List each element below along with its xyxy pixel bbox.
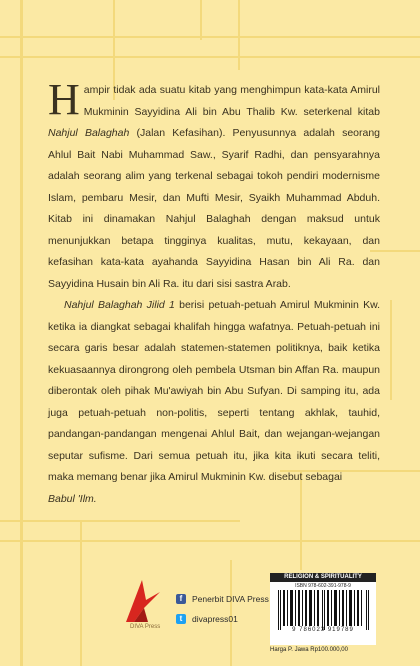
twitter-label: divapress01 — [192, 614, 238, 624]
isbn-text: ISBN 978-602-391-978-9 — [295, 583, 351, 589]
grid-line — [200, 0, 202, 40]
facebook-link[interactable] — [176, 594, 269, 604]
paragraph-1-text-a: ampir tidak ada suatu kitab yang menghimpun kata-kata Amirul Mukminin Sayyidina Ali bin Abu Thalib Kw. seterkenal kitab — [83, 84, 380, 118]
grid-line — [390, 300, 392, 400]
twitter-icon: t — [176, 614, 186, 624]
twitter-link[interactable] — [176, 614, 238, 624]
barcode-number: 9 786023 919789 — [292, 627, 354, 633]
grid-line — [20, 0, 23, 666]
grid-line — [230, 560, 232, 666]
facebook-label: Penerbit DIVA Press — [192, 594, 269, 604]
diva-press-logo — [122, 578, 162, 626]
facebook-icon: f — [176, 594, 186, 604]
paragraph-2-text: berisi petuah-petuah Amirul Mukminin Kw. ketika ia diangkat sebagai khalifah hingga wafatnya. Petuah-petuah ini secara garis besar adalah statemen-statemen politiknya, baik ketika kekuasaannya dirongrong oleh pembela Utsman bin Affan Ra. maupun diberontak oleh pihak Mu'awiyah bin Abu Sufyan. Di samping itu, ada juga petuah-petuah non-politis, seperti tentang akhlak, tauhid, pandangan-pandangan mengenai Ahlul Bait, dan wejangan-wejangan seputar sufisme. Dari semua petuah itu, jika kita ikuti secara teliti, maka memang benar jika Amirul Mukminin Kw. disebut sebagai — [48, 299, 380, 483]
barcode-icon — [278, 590, 370, 630]
paragraph-1 — [48, 75, 381, 295]
paragraph-2 — [48, 295, 380, 510]
grid-line — [238, 0, 240, 70]
grid-line — [0, 36, 420, 38]
drop-cap: H — [48, 75, 80, 124]
price-label: Harga P. Jawa Rp100.000,00 — [270, 647, 348, 653]
volume-title-italic: Nahjul Balaghah Jilid 1 — [64, 299, 175, 311]
book-title-italic: Nahjul Balaghah — [48, 127, 130, 139]
grid-line — [0, 56, 420, 58]
category-label: RELIGION & SPIRITUALITY — [270, 573, 376, 582]
grid-line — [0, 540, 420, 542]
grid-line — [0, 520, 240, 522]
paragraph-1-text-b: (Jalan Kefasihan). Penyusunnya adalah seorang Ahlul Bait Nabi Muhammad Saw., Syarif Radhi, dan pensyarahnya adalah seorang alim yang terkenal sebagai tokoh pendiri modernisme Islam, pembaru Mesir, dan Mufti Mesir, Syaikh Muhammad Abduh. Kitab ini dinamakan Nahjul Balaghah dengan maksud untuk menunjukkan betapa tingginya kualitas, mutu, kekayaan, dan kefasihan kata-kata ayahanda Sayyidina Hasan bin Ali Ra. dan Sayyidina Husain bin Ali Ra. itu dari sisi sastra Arab. — [48, 127, 381, 290]
closing-italic: Babul 'Ilm. — [48, 492, 97, 505]
logo-text: DIVA Press — [130, 624, 161, 630]
back-cover-text — [48, 75, 381, 510]
